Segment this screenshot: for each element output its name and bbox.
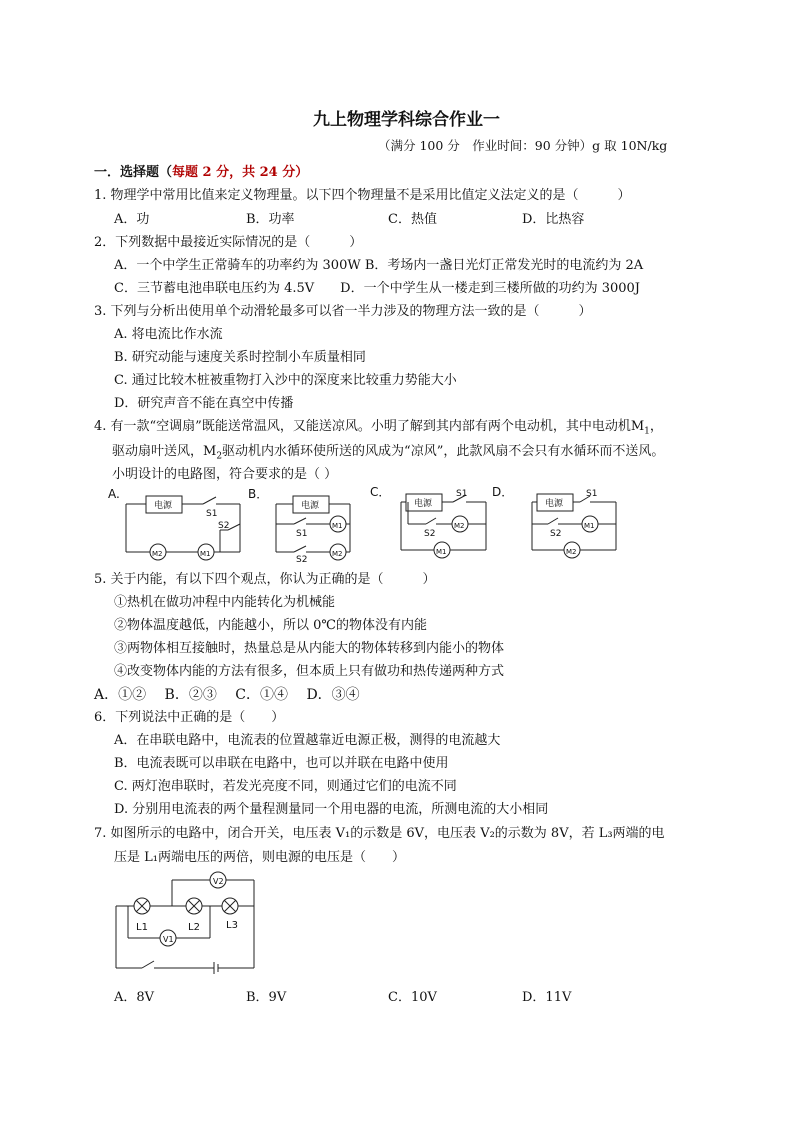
q6-option-a: A．在串联电路中，电流表的位置越靠近电源正极，测得的电流越大 <box>114 733 501 748</box>
circuit-b-source: 电源 <box>301 501 320 511</box>
q2-line-2: C．三节蓄电池串联电压约为 4.5V D．一个中学生从一楼走到三楼所做的功约为 3000J <box>114 281 640 296</box>
q5-stem: 5. 关于内能，有以下四个观点，你认为正确的是（ ） <box>94 572 436 587</box>
circuit-d-label: D． <box>492 485 514 499</box>
q5-item-1: ①热机在做功冲程中内能转化为机械能 <box>114 595 336 610</box>
q7-line-1: 7. 如图所示的电路中，闭合开关，电压表 V₁的示数是 6V，电压表 V₂的示数为 8V，若 L₃两端的电 <box>94 826 665 841</box>
circuit-b-s2: S2 <box>296 555 308 564</box>
section-heading-points: 每题 2 分，共 24 分） <box>172 165 309 180</box>
q7-circuit-diagram <box>108 864 268 976</box>
circuit-a-m1: M1 <box>200 550 211 558</box>
q7-label-l2: L2 <box>188 922 200 933</box>
q6-option-b: B．电流表既可以串联在电路中，也可以并联在电路中使用 <box>114 756 449 771</box>
q6-stem: 6．下列说法中正确的是（ ） <box>94 710 285 725</box>
section-heading <box>94 161 308 180</box>
circuit-b-label: B． <box>248 487 269 501</box>
q7-option-c: C．10V <box>388 990 437 1005</box>
q5-options: A．①② B．②③ C．①④ D．③④ <box>94 687 360 703</box>
circuit-d-source: 电源 <box>545 499 564 509</box>
q3-option-d: D．研究声音不能在真空中传播 <box>114 396 294 411</box>
q4-line-2: 驱动扇叶送风，$M_2$驱动机内水循环使所送的风成为“凉风”，此款风扇不会只有水循环而不送风。 <box>112 444 665 462</box>
page-title: 九上物理学科综合作业一 <box>313 110 500 130</box>
q5-item-4: ④改变物体内能的方法有很多，但本质上只有做功和热传递两种方式 <box>114 664 505 679</box>
q7-option-a: A．8V <box>114 990 155 1005</box>
q4-line-1: 4. 有一款“空调扇”既能送常温风，又能送凉风。小明了解到其内部有两个电动机，其中电动机$M_1$， <box>94 419 663 437</box>
circuit-c-s1: S1 <box>456 489 468 499</box>
q7-label-v2: V2 <box>213 877 224 886</box>
circuit-d-m2: M2 <box>566 548 577 556</box>
circuit-b-s1: S1 <box>296 529 308 539</box>
q3-stem: 3. 下列与分析出使用单个动滑轮最多可以省一半力涉及的物理方法一致的是（ ） <box>94 304 592 319</box>
q5-item-2: ②物体温度越低，内能越小，所以 0℃的物体没有内能 <box>114 618 427 633</box>
circuit-c-label: C． <box>370 485 391 499</box>
circuit-a-s1: S1 <box>206 509 218 519</box>
q7-label-l3: L3 <box>226 920 238 931</box>
circuit-c-source: 电源 <box>414 499 433 509</box>
q7-line-2: 压是 L₁两端电压的两倍，则电源的电压是（ ） <box>114 850 405 865</box>
circuit-b-m1: M1 <box>332 522 343 530</box>
circuit-d-m1: M1 <box>584 522 595 530</box>
q2-stem: 2．下列数据中最接近实际情况的是（ ） <box>94 235 363 250</box>
circuit-a-label: A. <box>108 487 120 501</box>
circuit-d-s2: S2 <box>550 529 562 539</box>
circuit-d-s1: S1 <box>586 489 598 499</box>
q7-option-b: B．9V <box>246 990 287 1005</box>
circuit-c-s2: S2 <box>424 529 436 539</box>
circuit-a-s2: S2 <box>218 521 230 531</box>
circuit-c-m2: M2 <box>454 522 465 530</box>
circuit-b-m2: M2 <box>332 550 343 558</box>
q7-label-v1: V1 <box>163 935 174 944</box>
q3-option-c: C. 通过比较木桩被重物打入沙中的深度来比较重力势能大小 <box>114 373 457 388</box>
circuit-a-m2: M2 <box>152 550 163 558</box>
q7-option-d: D．11V <box>522 990 572 1005</box>
q2-line-1: A．一个中学生正常骑车的功率约为 300W B．考场内一盏日光灯正常发光时的电流约为 2A <box>114 258 644 273</box>
q7-label-l1: L1 <box>136 922 148 933</box>
q5-item-3: ③两物体相互接触时，热量总是从内能大的物体转移到内能小的物体 <box>114 641 505 656</box>
q4-line-3: 小明设计的电路图，符合要求的是（ ） <box>112 467 338 482</box>
circuit-c-m1: M1 <box>436 548 447 556</box>
q6-option-c: C. 两灯泡串联时，若发光亮度不同，则通过它们的电流不同 <box>114 779 457 794</box>
section-heading-prefix: 一．选择题（ <box>94 165 173 180</box>
q1-option-b: B．功率 <box>246 212 295 227</box>
circuit-a-source: 电源 <box>154 501 173 511</box>
q3-option-a: A. 将电流比作水流 <box>114 327 223 342</box>
q1-option-a: A．功 <box>114 212 150 227</box>
q4-circuit-diagrams <box>108 484 728 564</box>
page-subtitle: （满分 100 分 作业时间：90 分钟）g 取 10N/kg <box>378 138 668 153</box>
q1-stem: 1. 物理学中常用比值来定义物理量。以下四个物理量不是采用比值定义法定义的是（ ） <box>94 188 631 203</box>
q6-option-d: D. 分别用电流表的两个量程测量同一个用电器的电流，所测电流的大小相同 <box>114 802 549 817</box>
q1-option-d: D．比热容 <box>522 212 585 227</box>
q3-option-b: B. 研究动能与速度关系时控制小车质量相同 <box>114 350 366 365</box>
q1-option-c: C．热值 <box>388 212 437 227</box>
